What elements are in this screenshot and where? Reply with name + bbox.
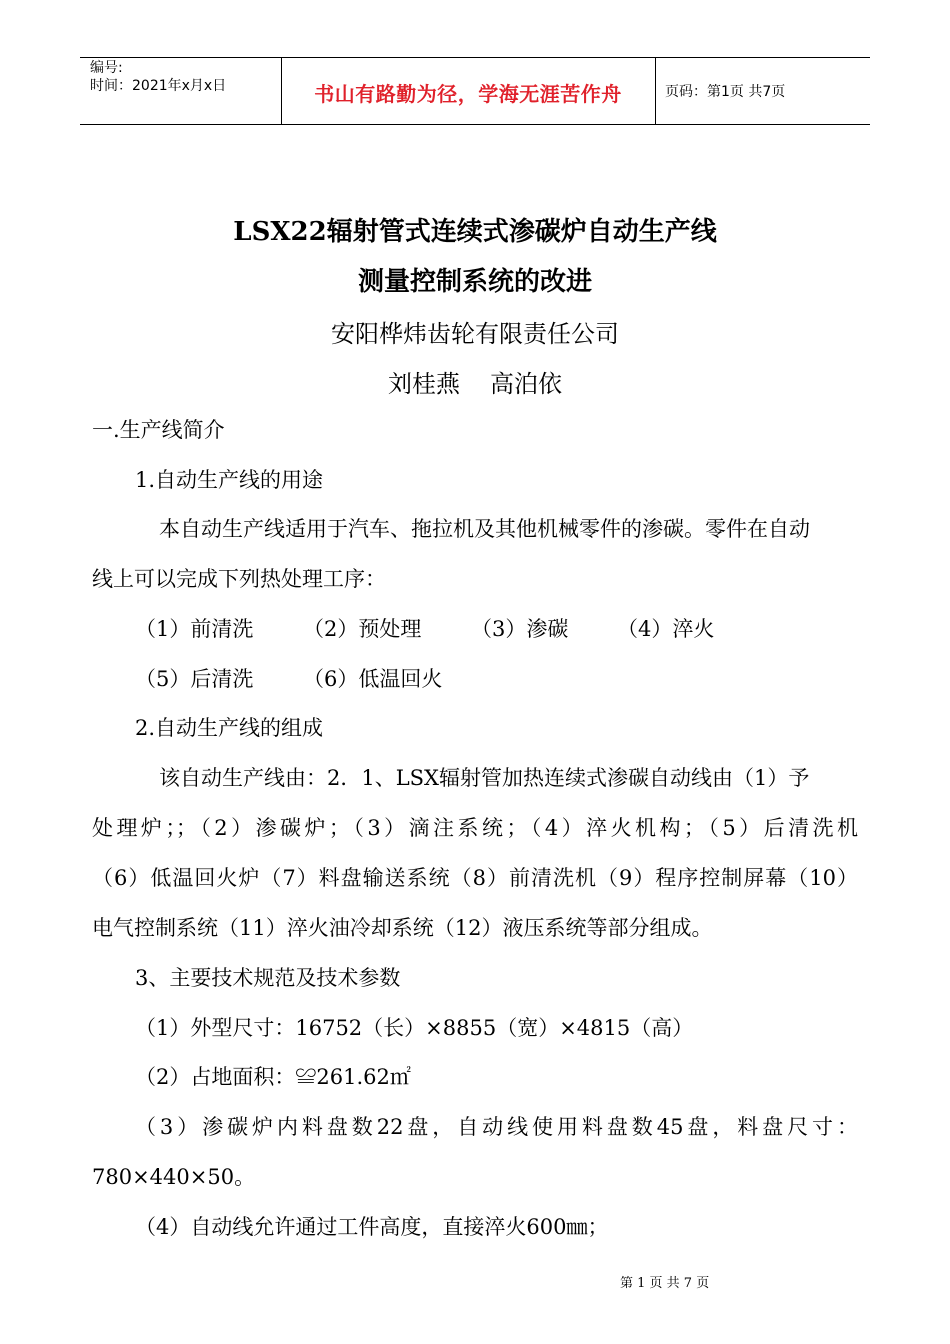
spec-item: （1）外型尺寸：16752（长）×8855（宽）×4815（高） [135,1016,694,1040]
subsection-heading-composition: 2.自动生产线的组成 [135,716,324,740]
process-item: （6）低温回火 [303,667,443,691]
spec-item: （4）自动线允许通过工件高度，直接淬火600㎜； [135,1215,609,1239]
spec-item: （2）占地面积：≌261.62㎡ [135,1065,411,1089]
authors [0,364,950,399]
subsection-heading-usage: 1.自动生产线的用途 [135,468,324,492]
header-top-rule [80,57,870,58]
section-heading: 一.生产线简介 [92,418,225,442]
author-2: 高泊依 [490,370,562,398]
document-title-line2: 测量控制系统的改进 [357,267,592,297]
header-motto: 书山有路勤为径，学海无涯苦作舟 [314,82,622,106]
process-item: （1）前清洗 [135,617,254,641]
paragraph-composition-line3: （6）低温回火炉（7）料盘输送系统（8）前清洗机（9）程序控制屏幕（10） [92,866,858,890]
page-footer: 第 1 页 共 7 页 [620,1276,710,1291]
spec-item-continuation: 780×440×50。 [92,1165,256,1189]
paragraph-usage-line2: 线上可以完成下列热处理工序： [92,567,386,591]
document-time: 时间：2021年x月x日 [90,78,227,94]
process-item: （5）后清洗 [135,667,254,691]
document-title-line1: LSX22辐射管式连续式渗碳炉自动生产线 [233,217,717,247]
header-divider-right [655,57,656,124]
process-item: （2）预处理 [303,617,422,641]
header-meta [90,59,226,95]
subsection-heading-specs: 3、主要技术规范及技术参数 [135,966,401,990]
author-1: 刘桂燕 [388,370,460,398]
paragraph-composition-line2: 处理炉；；（2）渗碳炉；（3）滴注系统；（4）淬火机构；（5）后清洗机 [92,816,858,840]
paragraph-composition-line4: 电气控制系统（11）淬火油冷却系统（12）液压系统等部分组成。 [92,916,713,940]
header-bottom-rule [80,124,870,125]
process-item: （3）渗碳 [471,617,569,641]
document-number-label: 编号: [90,60,123,76]
header-page-code: 页码：第1页 共7页 [665,84,786,100]
paragraph-usage-line1: 本自动生产线适用于汽车、拖拉机及其他机械零件的渗碳。零件在自动 [159,517,810,541]
company-name: 安阳桦炜齿轮有限责任公司 [331,320,619,348]
paragraph-composition-line1: 该自动生产线由：2．1、LSX辐射管加热连续式渗碳自动线由（1）予 [159,766,810,790]
spec-item: （3）渗碳炉内料盘数22盘，自动线使用料盘数45盘，料盘尺寸： [135,1115,858,1139]
process-item: （4）淬火 [617,617,715,641]
